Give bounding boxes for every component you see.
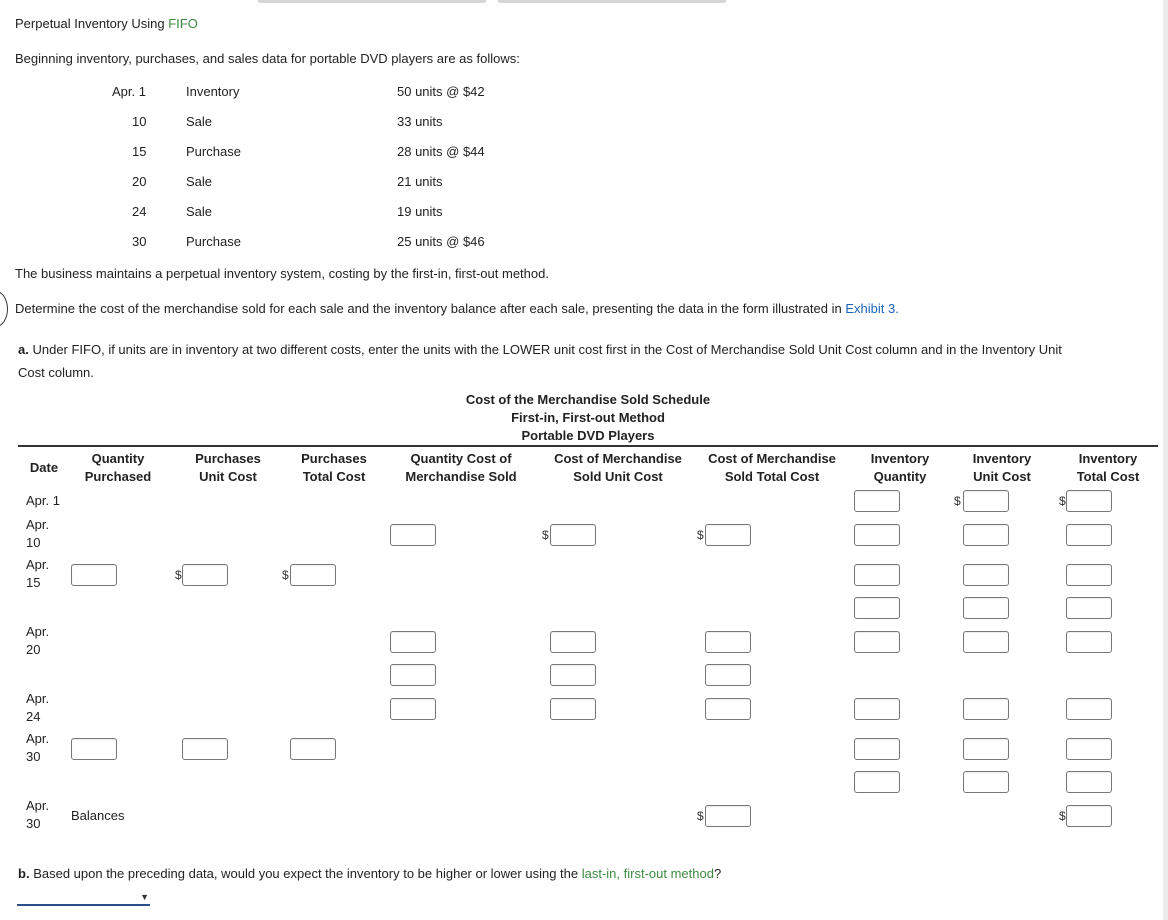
data-date-1: 10 <box>132 114 147 129</box>
col-quantity-cost-merchandise-sold <box>392 450 530 486</box>
apr1-inv-unit-dollar: $ <box>954 494 961 508</box>
apr20-cms-total-cost-input-1[interactable] <box>705 631 751 653</box>
apr20-cms-total-cost-input-2[interactable] <box>705 664 751 686</box>
balances-cms-total-dollar: $ <box>697 809 704 823</box>
apr20-inventory-quantity-input[interactable] <box>854 631 900 653</box>
apr30-inventory-unit-cost-input-1[interactable] <box>963 738 1009 760</box>
apr10-cms-unit-cost-input[interactable] <box>550 524 596 546</box>
col-date <box>22 459 66 477</box>
top-tab-right <box>498 0 726 3</box>
col-inventory-total-cost <box>1058 450 1158 486</box>
top-tab-left <box>258 0 486 3</box>
col-qcms-2: Merchandise Sold <box>405 469 517 484</box>
apr15-purchases-unit-cost-input[interactable] <box>182 564 228 586</box>
part-a-line1 <box>18 342 1062 357</box>
col-iu-2: Unit Cost <box>973 469 1031 484</box>
row-balances-month: Apr. <box>26 798 50 813</box>
row-balances-date <box>26 797 49 833</box>
row-apr15-date <box>26 556 49 592</box>
col-purchases-unit-cost <box>176 450 280 486</box>
row-apr24-date <box>26 690 49 726</box>
intro-text: Beginning inventory, purchases, and sales data for portable DVD players are as follows: <box>15 51 520 66</box>
data-type-4: Sale <box>186 204 213 219</box>
apr10-qty-sold-input[interactable] <box>390 524 436 546</box>
apr20-cms-unit-cost-input-2[interactable] <box>550 664 596 686</box>
apr1-inventory-quantity-input[interactable] <box>854 490 900 512</box>
col-it-1: Inventory <box>1078 451 1138 466</box>
page-title <box>15 16 198 31</box>
row-apr15-day: 15 <box>26 575 41 590</box>
apr10-inventory-quantity-input[interactable] <box>854 524 900 546</box>
row-balances-day: 30 <box>26 816 41 831</box>
apr1-inv-total-dollar: $ <box>1059 494 1066 508</box>
data-units-3: 21 units <box>397 174 443 189</box>
col-puc-2: Unit Cost <box>199 469 257 484</box>
col-it-2: Total Cost <box>1076 469 1140 484</box>
data-type-3: Sale <box>186 174 213 189</box>
apr24-inventory-quantity-input[interactable] <box>854 698 900 720</box>
apr15-inventory-quantity-input-1[interactable] <box>854 564 900 586</box>
apr30-quantity-purchased-input[interactable] <box>71 738 117 760</box>
col-inventory-quantity <box>852 450 948 486</box>
apr15-inventory-total-cost-input-2[interactable] <box>1066 597 1112 619</box>
data-date-4: 24 <box>132 204 147 219</box>
row-apr20-date <box>26 623 49 659</box>
data-date-2: 15 <box>132 144 147 159</box>
data-units-0: 50 units @ $42 <box>397 84 485 99</box>
col-puc-1: Purchases <box>195 451 261 466</box>
col-ptc-1: Purchases <box>301 451 367 466</box>
apr15-inventory-unit-cost-input-2[interactable] <box>963 597 1009 619</box>
col-quantity-purchased <box>68 450 168 486</box>
col-purchases-total-cost <box>282 450 386 486</box>
row-apr20-day: 20 <box>26 642 41 657</box>
apr15-purchases-total-cost-input[interactable] <box>290 564 336 586</box>
col-cms-total-cost <box>696 450 848 486</box>
apr10-inventory-total-cost-input[interactable] <box>1066 524 1112 546</box>
col-cmsu-1: Cost of Merchandise <box>554 451 682 466</box>
apr24-qty-sold-input[interactable] <box>390 698 436 720</box>
data-date-0: Apr. 1 <box>112 84 146 99</box>
apr30-inventory-unit-cost-input-2[interactable] <box>963 771 1009 793</box>
part-b-text <box>18 866 721 881</box>
apr30-inventory-total-cost-input-1[interactable] <box>1066 738 1112 760</box>
row-apr30-day: 30 <box>26 749 41 764</box>
row-apr30-date <box>26 730 49 766</box>
row-apr20-month: Apr. <box>26 624 50 639</box>
balances-inv-total-dollar: $ <box>1059 809 1066 823</box>
determine-body: Determine the cost of the merchandise sold for each sale and the inventory balance after each sale, presenting the data in the form illustrated in <box>15 301 842 316</box>
col-qp-2: Purchased <box>84 469 152 484</box>
part-b-label: b. <box>18 866 30 881</box>
data-type-1: Sale <box>186 114 213 129</box>
col-cmst-2: Sold Total Cost <box>724 469 820 484</box>
apr15-ptc-dollar: $ <box>282 568 289 582</box>
apr15-puc-dollar: $ <box>175 568 182 582</box>
schedule-title-3: Portable DVD Players <box>521 428 655 443</box>
data-units-4: 19 units <box>397 204 443 219</box>
higher-lower-select[interactable] <box>17 890 150 906</box>
apr15-inventory-quantity-input-2[interactable] <box>854 597 900 619</box>
balances-inventory-total-cost-input[interactable] <box>1066 805 1112 827</box>
col-cms-unit-cost <box>540 450 696 486</box>
part-a-line2: Cost column. <box>18 365 94 380</box>
col-iu-1: Inventory <box>972 451 1032 466</box>
col-iq-1: Inventory <box>870 451 930 466</box>
part-b-body: Based upon the preceding data, would you expect the inventory to be higher or lower using the <box>33 866 579 881</box>
data-units-1: 33 units <box>397 114 443 129</box>
row-apr24-month: Apr. <box>26 691 50 706</box>
apr20-qty-sold-input-2[interactable] <box>390 664 436 686</box>
col-qp-1: Quantity <box>91 451 145 466</box>
balances-cms-total-cost-input[interactable] <box>705 805 751 827</box>
apr10-inventory-unit-cost-input[interactable] <box>963 524 1009 546</box>
row-apr15-month: Apr. <box>26 557 50 572</box>
schedule-title-2: First-in, First-out Method <box>511 410 665 425</box>
part-a-text: Under FIFO, if units are in inventory at two different costs, enter the units with the LOWER unit cost first in the Cost of Merchandise Sold Unit Cost column and in the Inventory Unit <box>32 342 1062 357</box>
part-a-label: a. <box>18 342 29 357</box>
apr1-inventory-unit-cost-input[interactable] <box>963 490 1009 512</box>
col-date-label: Date <box>29 460 59 475</box>
apr30-inventory-total-cost-input-2[interactable] <box>1066 771 1112 793</box>
lifo-link[interactable]: last-in, first-out method <box>581 866 714 881</box>
left-edge-circle <box>0 291 8 327</box>
apr20-inventory-unit-cost-input[interactable] <box>963 631 1009 653</box>
apr20-inventory-total-cost-input[interactable] <box>1066 631 1112 653</box>
chevron-down-icon: ▼ <box>140 892 149 902</box>
apr15-quantity-purchased-input[interactable] <box>71 564 117 586</box>
system-text: The business maintains a perpetual inventory system, costing by the first-in, first-out method. <box>15 266 549 281</box>
title-prefix: Perpetual Inventory Using <box>15 16 165 31</box>
col-cmst-1: Cost of Merchandise <box>708 451 836 466</box>
part-b-end: ? <box>713 866 722 881</box>
apr24-inventory-unit-cost-input[interactable] <box>963 698 1009 720</box>
determine-text <box>15 301 899 316</box>
row-apr10-month: Apr. <box>26 517 50 532</box>
exhibit-link[interactable]: Exhibit 3. <box>845 301 899 316</box>
apr24-inventory-total-cost-input[interactable] <box>1066 698 1112 720</box>
apr1-inventory-total-cost-input[interactable] <box>1066 490 1112 512</box>
col-iq-2: Quantity <box>873 469 927 484</box>
data-units-2: 28 units @ $44 <box>397 144 485 159</box>
apr15-inventory-total-cost-input-1[interactable] <box>1066 564 1112 586</box>
col-inventory-unit-cost <box>952 450 1052 486</box>
data-units-5: 25 units @ $46 <box>397 234 485 249</box>
apr20-cms-unit-cost-input-1[interactable] <box>550 631 596 653</box>
apr24-cms-total-cost-input[interactable] <box>705 698 751 720</box>
apr24-cms-unit-cost-input[interactable] <box>550 698 596 720</box>
data-type-2: Purchase <box>186 144 241 159</box>
data-date-3: 20 <box>132 174 147 189</box>
apr20-qty-sold-input-1[interactable] <box>390 631 436 653</box>
col-ptc-2: Total Cost <box>302 469 366 484</box>
row-apr10-day: 10 <box>26 535 41 550</box>
apr30-inventory-quantity-input-1[interactable] <box>854 738 900 760</box>
row-apr10-date <box>26 516 49 552</box>
apr30-purchases-total-cost-input[interactable] <box>290 738 336 760</box>
balances-label: Balances <box>71 808 125 823</box>
apr10-cms-unit-dollar: $ <box>542 528 549 542</box>
header-rule <box>18 445 1158 447</box>
col-cmsu-2: Sold Unit Cost <box>573 469 663 484</box>
scrollbar[interactable] <box>1163 0 1168 920</box>
data-type-5: Purchase <box>186 234 241 249</box>
apr30-inventory-quantity-input-2[interactable] <box>854 771 900 793</box>
apr10-cms-total-dollar: $ <box>697 528 704 542</box>
schedule-title-1: Cost of the Merchandise Sold Schedule <box>465 392 711 407</box>
col-qcms-1: Quantity Cost of <box>410 451 512 466</box>
apr15-inventory-unit-cost-input-1[interactable] <box>963 564 1009 586</box>
fifo-link[interactable]: FIFO <box>168 16 198 31</box>
data-type-0: Inventory <box>186 84 240 99</box>
row-apr24-day: 24 <box>26 709 41 724</box>
row-apr1-date: Apr. 1 <box>26 493 60 508</box>
apr30-purchases-unit-cost-input[interactable] <box>182 738 228 760</box>
row-apr30-month: Apr. <box>26 731 50 746</box>
apr10-cms-total-cost-input[interactable] <box>705 524 751 546</box>
data-date-5: 30 <box>132 234 147 249</box>
